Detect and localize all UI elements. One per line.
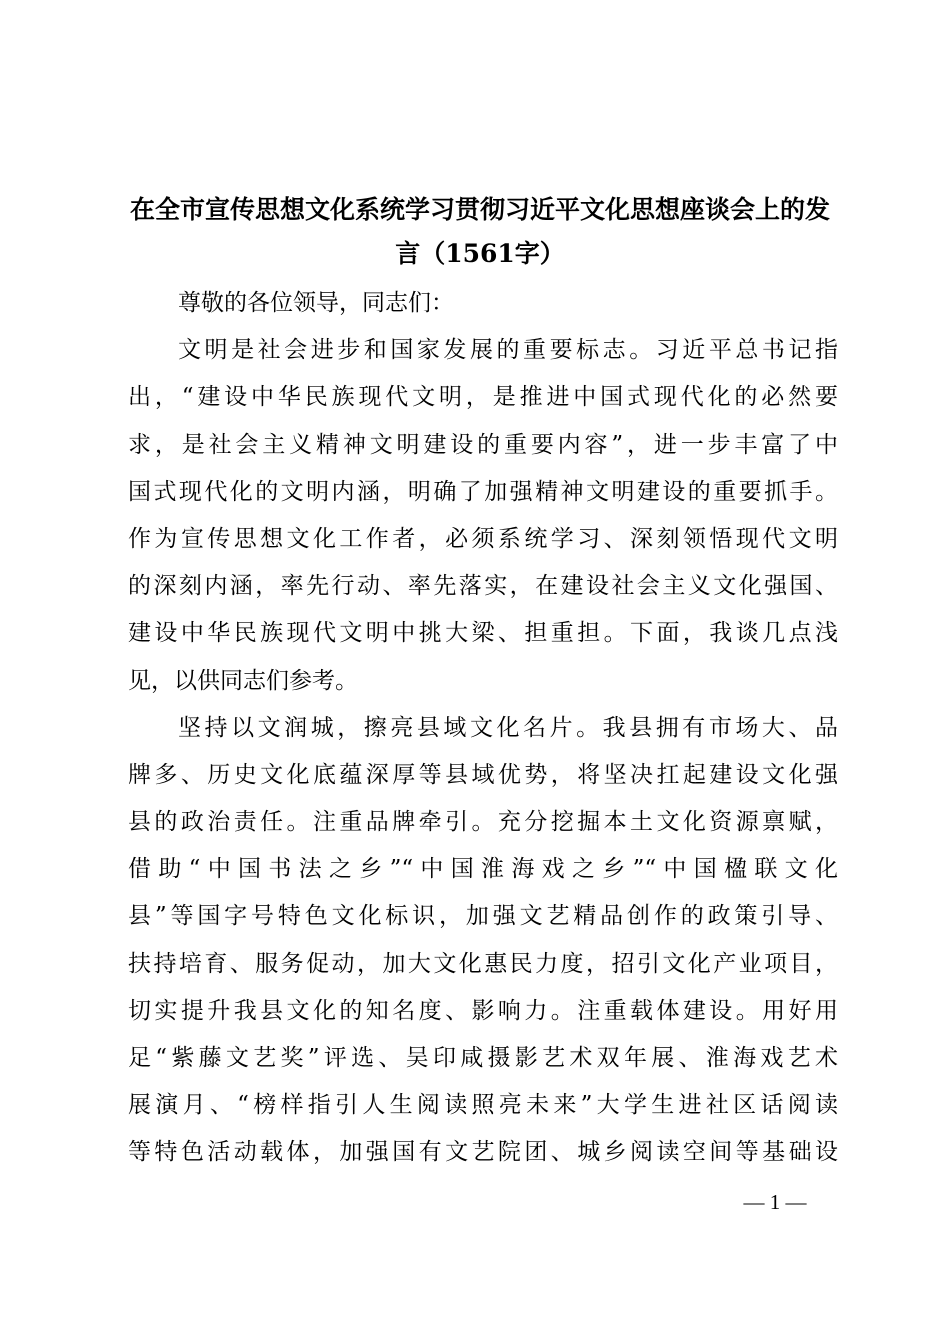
document-body <box>128 280 838 1177</box>
paragraph-line: 坚持以文润城，擦亮县域文化名片。我县拥有市场大、品 <box>178 714 838 741</box>
paragraph-1 <box>128 327 838 705</box>
paragraph-line: 的深刻内涵，率先行动、率先落实，在建设社会主义文化强国、 <box>128 573 838 600</box>
paragraph-line: 等特色活动载体，加强国有文艺院团、城乡阅读空间等基础设 <box>128 1139 838 1166</box>
page-number: — 1 — <box>743 1190 807 1214</box>
salutation: 尊敬的各位领导，同志们： <box>178 290 454 316</box>
title-line: 言（1561字） <box>395 239 565 268</box>
paragraph-2 <box>128 705 838 1177</box>
paragraph-line: 足“紫藤文艺奖”评选、吴印咸摄影艺术双年展、淮海戏艺术 <box>128 1045 838 1071</box>
paragraph-line: 建设中华民族现代文明中挑大梁、担重担。下面，我谈几点浅 <box>128 620 838 647</box>
paragraph-line: 借助“中国书法之乡”“中国淮海戏之乡”“中国楹联文化 <box>128 856 838 883</box>
paragraph-line: 文明是社会进步和国家发展的重要标志。习近平总书记指 <box>178 337 838 364</box>
paragraph-line: 作为宣传思想文化工作者，必须系统学习、深刻领悟现代文明 <box>128 525 838 552</box>
paragraph-line: 见，以供同志们参考。 <box>128 667 358 694</box>
paragraph-line: 出，“建设中华民族现代文明，是推进中国式现代化的必然要 <box>128 384 838 411</box>
paragraph-line: 求，是社会主义精神文明建设的重要内容”，进一步丰富了中 <box>128 431 838 458</box>
paragraph-line: 扶持培育、服务促动，加大文化惠民力度，招引文化产业项目， <box>128 950 838 977</box>
document-title <box>120 188 840 276</box>
title-line: 在全市宣传思想文化系统学习贯彻习近平文化思想座谈会上的发 <box>129 195 830 224</box>
paragraph-line: 切实提升我县文化的知名度、影响力。注重载体建设。用好用 <box>128 997 838 1024</box>
paragraph-line: 国式现代化的文明内涵，明确了加强精神文明建设的重要抓手。 <box>128 478 838 505</box>
paragraph-line: 县的政治责任。注重品牌牵引。充分挖掘本土文化资源禀赋， <box>128 809 838 836</box>
paragraph-line: 县”等国字号特色文化标识，加强文艺精品创作的政策引导、 <box>128 903 838 930</box>
paragraph-line: 展演月、“榜样指引人生阅读照亮未来”大学生进社区话阅读 <box>128 1092 838 1119</box>
paragraph-line: 牌多、历史文化底蕴深厚等县域优势，将坚决扛起建设文化强 <box>128 761 838 788</box>
